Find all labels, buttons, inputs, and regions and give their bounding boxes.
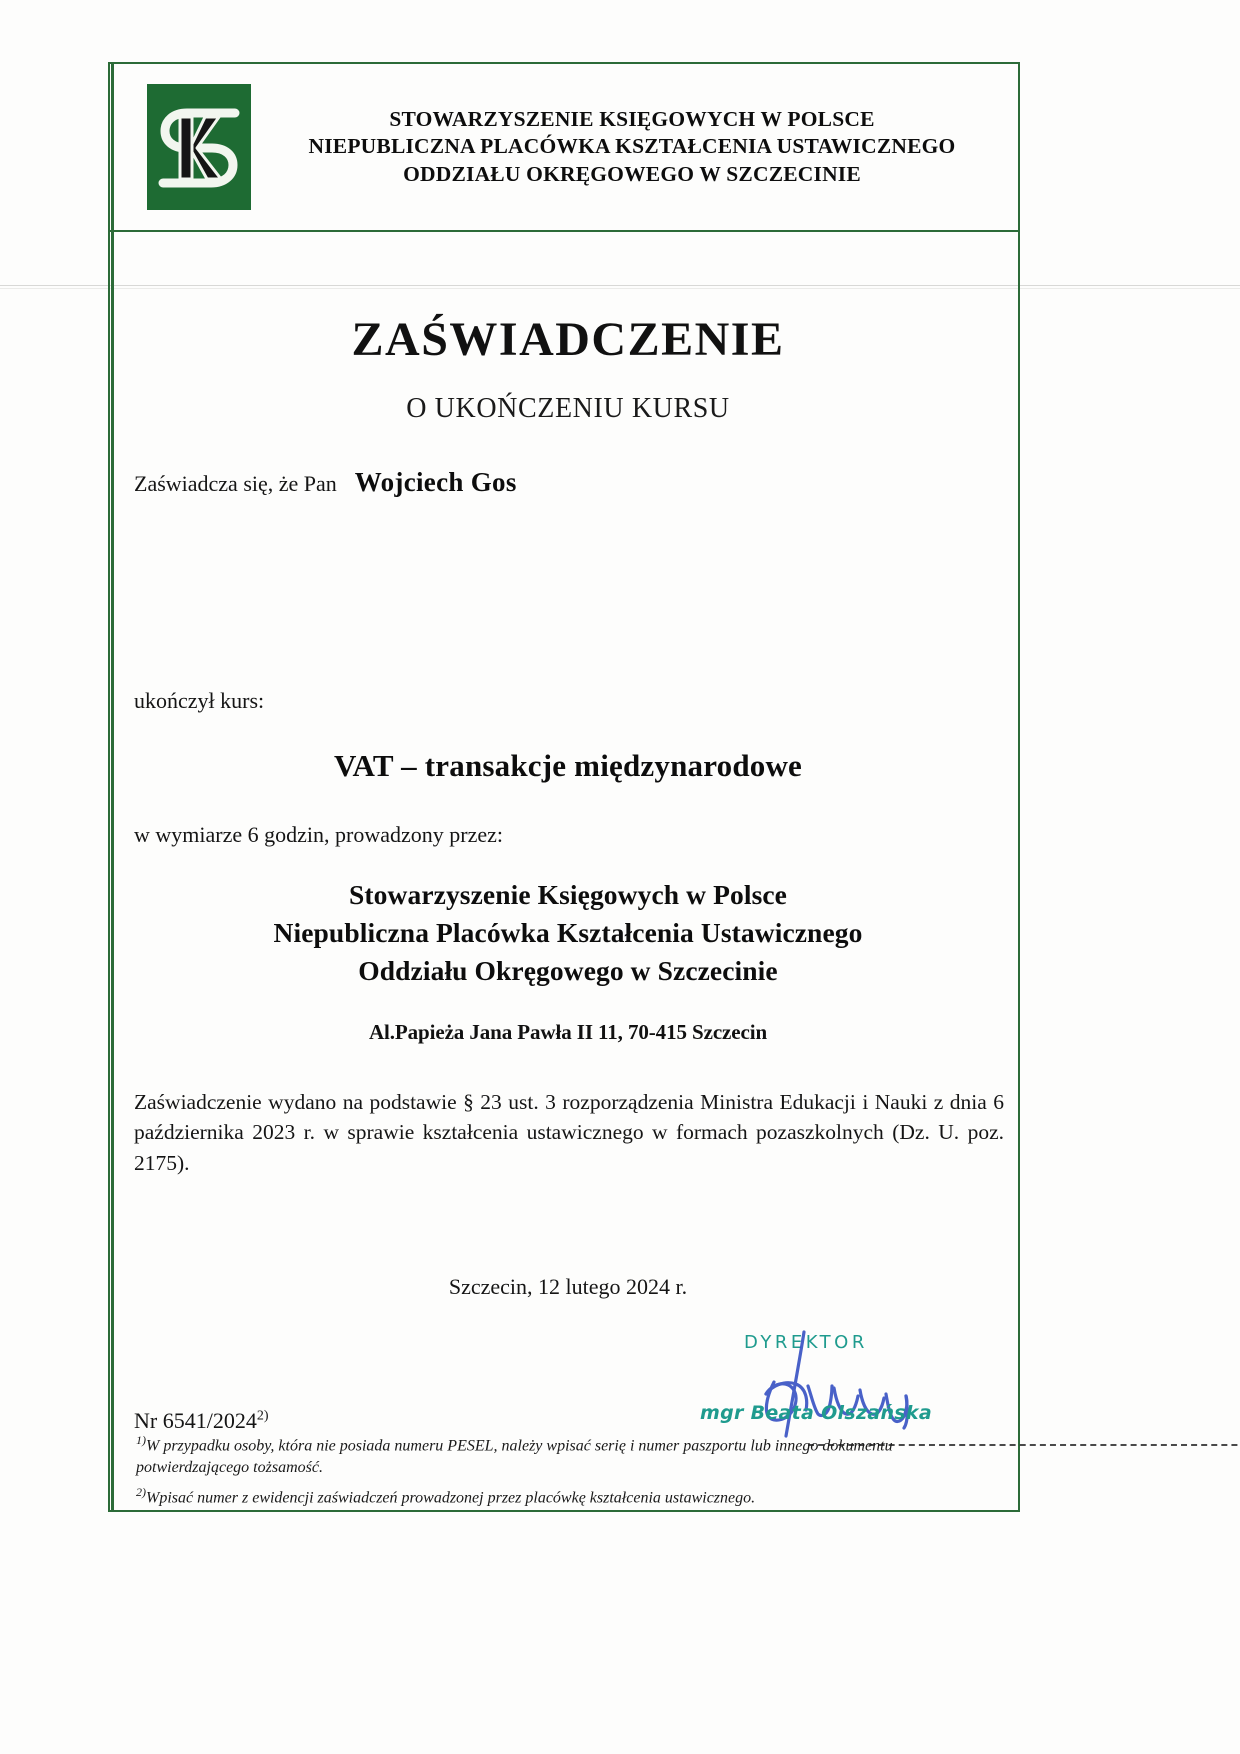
org-title-line-1: STOWARZYSZENIE KSIĘGOWYCH W POLSCE — [389, 106, 875, 131]
provider-block — [128, 876, 1008, 990]
org-title-line-2: NIEPUBLICZNA PLACÓWKA KSZTAŁCENIA USTAWICZNEGO — [308, 134, 956, 159]
director-name: mgr Beata Olszańska — [700, 1402, 932, 1424]
footnote-2-marker: 2) — [136, 1485, 146, 1500]
signature-block — [678, 1330, 1008, 1442]
course-title: VAT – transakcje międzynarodowe — [333, 748, 803, 783]
attestation-row — [128, 467, 1008, 498]
footnote-1-text: W przypadku osoby, która nie posiada numeru PESEL, należy wpisać serię i numer paszportu lub innego dokumentu potwierdzającego tożsamość. — [136, 1437, 893, 1476]
certificate-number-value: Nr 6541/2024 — [134, 1408, 257, 1433]
provider-line-1: Stowarzyszenie Księgowych w Polsce — [349, 879, 787, 910]
recipient-name: Wojciech Gos — [354, 467, 517, 497]
completed-course-label: ukończył kurs: — [134, 688, 265, 713]
footnote-2-text: Wpisać numer z ewidencji zaświadczeń prowadzonej przez placówkę kształcenia ustawicznego. — [146, 1489, 756, 1507]
certificate-border-accent — [111, 62, 114, 1512]
org-title-line-3: ODDZIAŁU OKRĘGOWEGO W SZCZECINIE — [403, 161, 861, 186]
certificate-body — [128, 250, 1008, 1300]
footnote-1-marker: 1) — [136, 1433, 146, 1447]
footnotes — [136, 1432, 1006, 1515]
logo-container — [110, 84, 270, 210]
provider-address: Al.Papieża Jana Pawła II 11, 70-415 Szczecin — [368, 1019, 768, 1044]
provider-line-2: Niepubliczna Placówka Kształcenia Ustawicznego — [273, 916, 863, 948]
legal-basis-paragraph: Zaświadczenie wydano na podstawie § 23 ust. 3 rozporządzenia Ministra Edukacji i Nauki z dnia 6 października 2023 r. w sprawie kształcenia ustawicznego w formach pozaszkolnych (Dz. U. poz. 2175). — [134, 1089, 1004, 1175]
course-hours-line: w wymiarze 6 godzin, prowadzony przez: — [134, 822, 503, 847]
footnote-1 — [136, 1432, 1006, 1478]
certificate-number — [134, 1408, 269, 1434]
attestation-label: Zaświadcza się, że Pan — [134, 471, 337, 496]
sksp-logo-icon — [147, 84, 251, 210]
director-stamp-label: DYREKTOR — [744, 1332, 868, 1353]
page-title: ZAŚWIADCZENIE — [351, 313, 785, 366]
footnote-2 — [136, 1484, 1006, 1509]
provider-line-3: Oddziału Okręgowego w Szczecinie — [358, 954, 778, 986]
certificate-header — [110, 64, 1018, 232]
place-and-date: Szczecin, 12 lutego 2024 r. — [448, 1274, 688, 1300]
certificate-number-footnote-marker: 2) — [256, 1408, 269, 1424]
page-subtitle: O UKOŃCZENIU KURSU — [406, 393, 730, 424]
organization-titles — [270, 106, 1018, 189]
